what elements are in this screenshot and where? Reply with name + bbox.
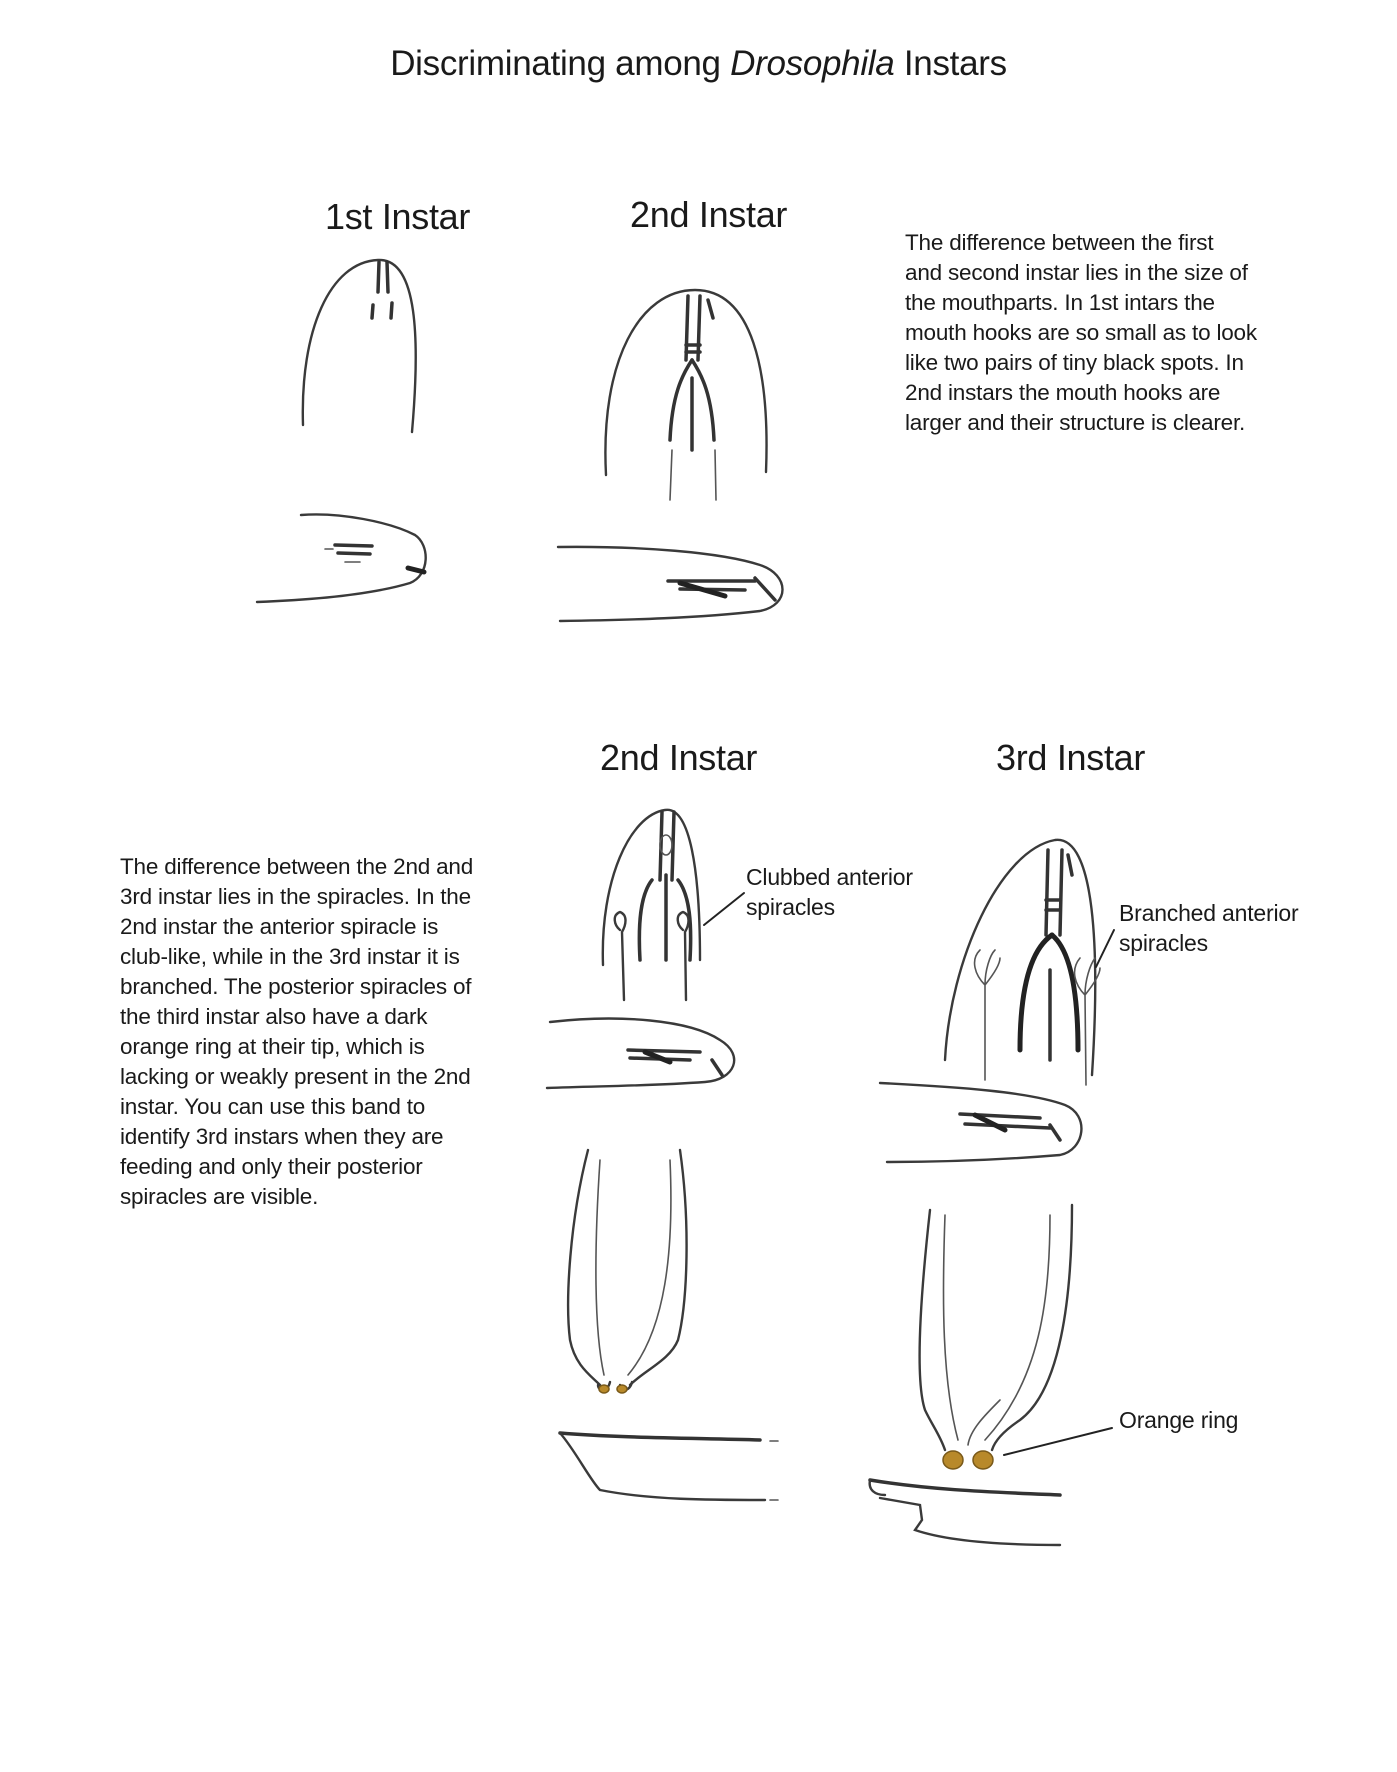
- second-instar-head-side-view: [558, 547, 783, 621]
- bottom-description-line: the third instar also have a dark: [120, 1004, 428, 1029]
- leader-clubbed: [704, 893, 744, 925]
- top-description-line: 2nd instars the mouth hooks are: [905, 380, 1221, 405]
- bottom-description-line: 3rd instar lies in the spiracles. In the: [120, 884, 471, 909]
- top-description-line: mouth hooks are so small as to look: [905, 320, 1257, 345]
- title-prefix: Discriminating among: [390, 44, 731, 83]
- bottom-description-line: branched. The posterior spiracles of: [120, 974, 472, 999]
- bottom-description-line: 2nd instar the anterior spiracle is: [120, 914, 439, 939]
- bottom-description-line: club-like, while in the 3rd instar it is: [120, 944, 460, 969]
- leader-branched: [1096, 930, 1114, 967]
- bottom-description-line: The difference between the 2nd and: [120, 854, 474, 879]
- bottom-description-line: feeding and only their posterior: [120, 1154, 423, 1179]
- label-orange-ring: Orange ring: [1119, 1407, 1239, 1433]
- heading-1st-instar: 1st Instar: [325, 196, 471, 237]
- label-branched-line: spiracles: [1119, 930, 1208, 956]
- bottom-description-line: orange ring at their tip, which is: [120, 1034, 425, 1059]
- title-italic-genus: Drosophila: [730, 44, 895, 83]
- bottom-description-line: identify 3rd instars when they are: [120, 1124, 444, 1149]
- second-instar-anterior-clubbed: [603, 810, 700, 1000]
- top-description-line: and second instar lies in the size of: [905, 260, 1248, 285]
- first-instar-head-top-view: [303, 260, 416, 432]
- second-instar-head-top-view: [605, 290, 766, 500]
- top-description-line: larger and their structure is clearer.: [905, 410, 1246, 435]
- bottom-description-line: instar. You can use this band to: [120, 1094, 426, 1119]
- label-clubbed-line: spiracles: [746, 894, 835, 920]
- third-instar-side-view: [880, 1083, 1081, 1162]
- third-instar-anterior-branched: [945, 840, 1100, 1085]
- top-description-line: the mouthparts. In 1st intars the: [905, 290, 1215, 315]
- heading-3rd-instar: 3rd Instar: [996, 737, 1146, 778]
- second-instar-posterior-side-view: [560, 1433, 778, 1500]
- third-instar-posterior-spiracles: [920, 1205, 1072, 1469]
- second-instar-side-view-bottom: [547, 1019, 734, 1088]
- second-instar-posterior-spiracles: [568, 1150, 686, 1393]
- bottom-description-line: lacking or weakly present in the 2nd: [120, 1064, 471, 1089]
- label-branched-line: Branched anterior: [1119, 900, 1299, 926]
- top-description-line: The difference between the first: [905, 230, 1214, 255]
- third-instar-posterior-side-view: [870, 1480, 1060, 1545]
- title-suffix: Instars: [894, 44, 1007, 83]
- leader-orange-ring: [1004, 1428, 1112, 1455]
- first-instar-head-side-view: [257, 514, 426, 602]
- heading-2nd-instar-bottom: 2nd Instar: [600, 737, 758, 778]
- heading-2nd-instar-top: 2nd Instar: [630, 194, 788, 235]
- top-description-line: like two pairs of tiny black spots. In: [905, 350, 1244, 375]
- bottom-description-line: spiracles are visible.: [120, 1184, 319, 1209]
- label-clubbed-line: Clubbed anterior: [746, 864, 913, 890]
